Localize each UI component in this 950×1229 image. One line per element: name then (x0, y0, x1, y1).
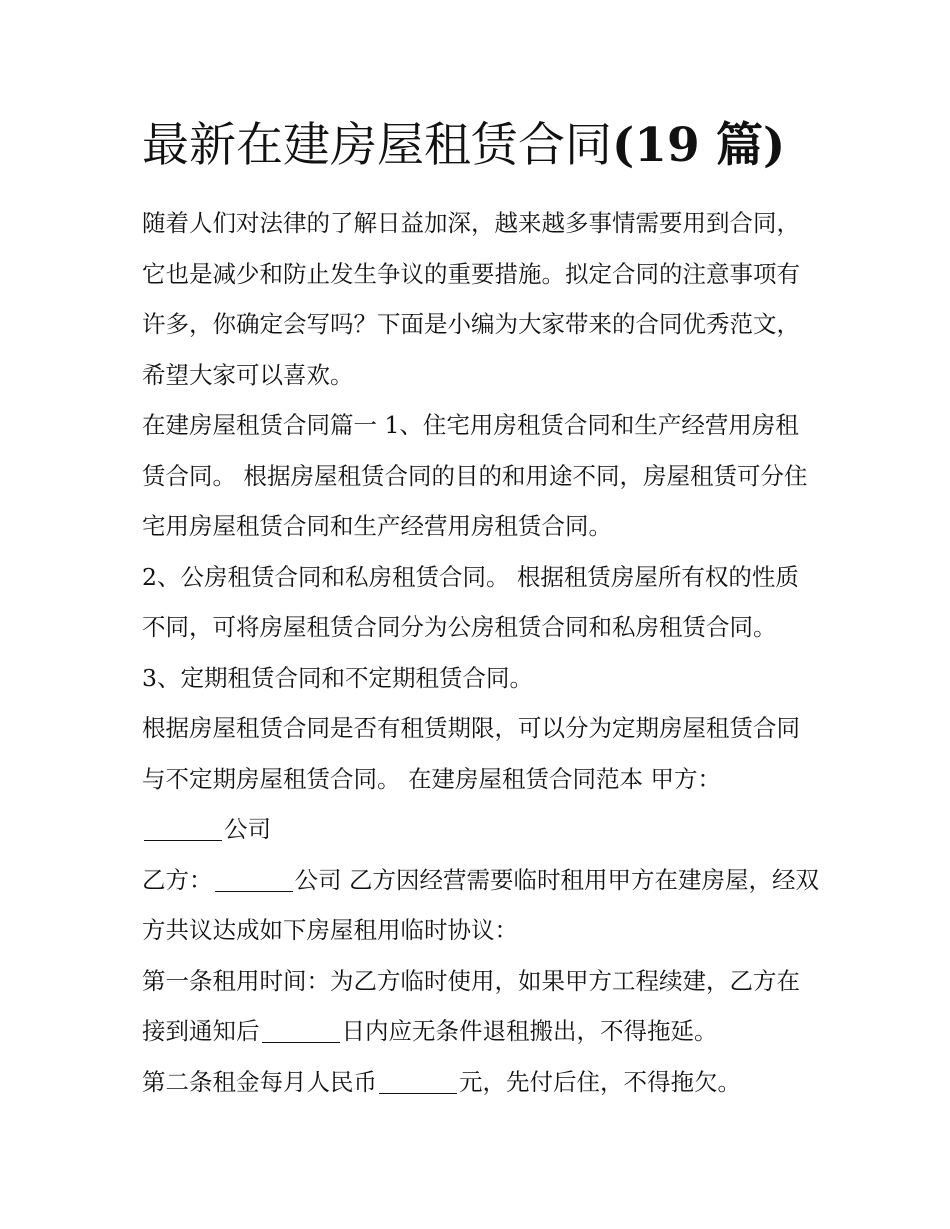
document-body (142, 198, 822, 1107)
article-one (142, 956, 822, 1057)
article-two (142, 1057, 822, 1108)
party-b-suffix: 公司 乙方因经营需要临时租用甲方在建房屋，经双方共议达成如下房屋租用临时协议： (142, 865, 819, 944)
title-count: (19 篇) (612, 118, 786, 173)
party-b-paragraph (142, 855, 822, 956)
article-one-part1: 第一条租用时间：为乙方临时使用，如果甲方工程续建，乙方在接到通知后 (142, 966, 800, 1045)
party-b-blank (215, 890, 293, 892)
article-two-part1: 第二条租金每月人民币 (142, 1067, 377, 1096)
party-a-suffix: 公司 (224, 815, 271, 843)
title-main: 最新在建房屋租赁合同 (142, 118, 612, 173)
paragraph-intro: 随着人们对法律的了解日益加深，越来越多事情需要用到合同，它也是减少和防止发生争议的重要措施。拟定合同的注意事项有许多，你确定会写吗？下面是小编为大家带来的合同优秀范文，希望大家可以喜欢。 (142, 209, 800, 389)
paragraph-fixed-term: 根据房屋租赁合同是否有租赁期限，可以分为定期房屋租赁合同与不定期房屋租赁合同。 在建房屋租赁合同范本 甲方： (142, 714, 800, 793)
article-one-part2: 日内应无条件退租搬出，不得拖延。 (341, 1017, 718, 1045)
document-title (142, 116, 842, 176)
article-two-blank (379, 1092, 457, 1094)
paragraph-public-private: 2、公房租赁合同和私房租赁合同。 根据租赁房屋所有权的性质不同，可将房屋租赁合同分为公房租赁合同和私房租赁合同。 3、定期租赁合同和不定期租赁合同。 (142, 562, 799, 692)
article-two-part2: 元，先付后住，不得拖欠。 (459, 1067, 741, 1096)
party-a-blank (144, 839, 222, 841)
paragraph-section-one: 在建房屋租赁合同篇一 1、住宅用房租赁合同和生产经营用房租赁合同。 根据房屋租赁合同的目的和用途不同，房屋租赁可分住宅用房屋租赁合同和生产经营用房租赁合同。 (142, 411, 808, 540)
party-b-prefix: 乙方： (142, 865, 213, 894)
party-a-line (142, 804, 822, 855)
article-one-blank (262, 1041, 340, 1043)
